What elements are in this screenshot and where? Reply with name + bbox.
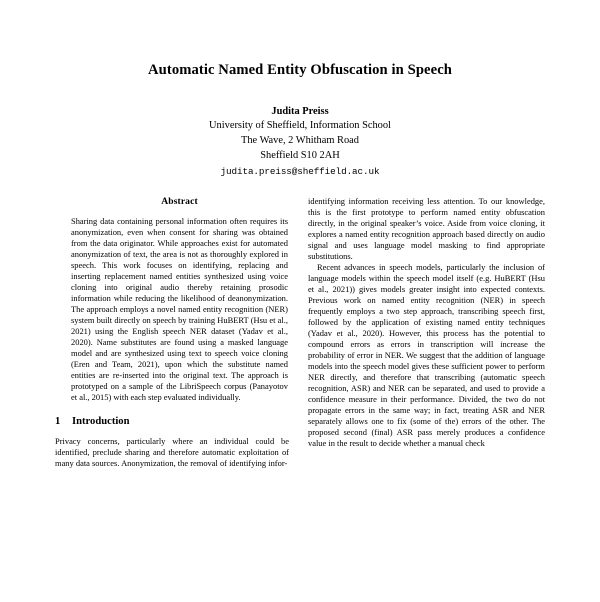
- abstract-heading: Abstract: [161, 196, 198, 207]
- section-number: 1: [55, 416, 61, 428]
- author-email[interactable]: judita.preiss@sheffield.ac.uk: [220, 165, 380, 177]
- author-address-line-2: Sheffield S10 2AH: [260, 149, 340, 161]
- column-right: [308, 196, 545, 602]
- page-title: Automatic Named Entity Obfuscation in Speech: [148, 62, 452, 78]
- abstract-body: [71, 216, 288, 403]
- abstract-paragraph: Sharing data containing personal information often requires its anonymization, even when consent for sharing was obtained from the data originator. While approaches exist for automated anonymization of text, the area is not as thoroughly explored in speech. This work focuses on identifying, replacing and inserting replacement named entities synthesized using voice cloning into original audio thereby retaining prosodic information while reducing the likelihood of deanonymization. The approach employs a novel named entity recognition (NER) system built directly on speech by training HuBERT (Hsu et al., 2021) using the English speech NER dataset (Yadav et al., 2020). Name substitutes are found using a masked language model and are synthesized using text to speech voice cloning (Eren and Team, 2021), upon which the substitute named entities are re-inserted into the original text. The approach is prototyped on a sample of the LibriSpeech corpus (Panayotov et al., 2015) with each step evaluated individually.: [71, 216, 288, 403]
- body-paragraph: Recent advances in speech models, particularly the inclusion of language models within the speech model itself (e.g. HuBERT (Hsu et al., 2021)) gives models greater insight into expected contexts. Previous work on named entity recognition (NER) in speech frequently employs a two step approach, transcribing speech first, followed by the application of existing named entity techniques (Yadav et al., 2020). However, this process has the potential to compound errors as errors in transcription will increase the probability of error in NER. We suggest that the addition of language models into the speech model gives these sufficient power to perform NER directly, and therefore that transcribing (automatic speech recognition, ASR) and NER can be separated, and used to provide a confidence measure in their performance. Divided, the two do not propagate errors in the same way; in fact, treating ASR and NER separately allows one to fix (some of the) errors of the other. The proposed second (final) ASR pass merely produces a confidence value in the result to decide whether a manual check: [308, 262, 545, 449]
- section-heading-introduction: [55, 416, 289, 429]
- author-affiliation: University of Sheffield, Information School: [209, 120, 391, 132]
- body-paragraph: identifying information receiving less attention. To our knowledge, this is the first prototype to perform named entity obfuscation directly, in the original speaker’s voice. Aside from voice cloning, it explores a named entity recognition approach based directly on audio signal and uses language model masking to find appropriate substitutions.: [308, 196, 545, 261]
- column-left: [55, 196, 289, 602]
- section-paragraph: Privacy concerns, particularly where an individual could be identified, preclude sharing and therefore automatic exploitation of many data sources. Anonymization, the removal of identifying infor-: [55, 435, 289, 468]
- abstract-block: [55, 196, 289, 403]
- section-title: Introduction: [72, 416, 130, 428]
- title-block: [0, 62, 600, 179]
- author-name: Judita Preiss: [271, 105, 329, 117]
- author-address-line-1: The Wave, 2 Whitham Road: [241, 135, 359, 147]
